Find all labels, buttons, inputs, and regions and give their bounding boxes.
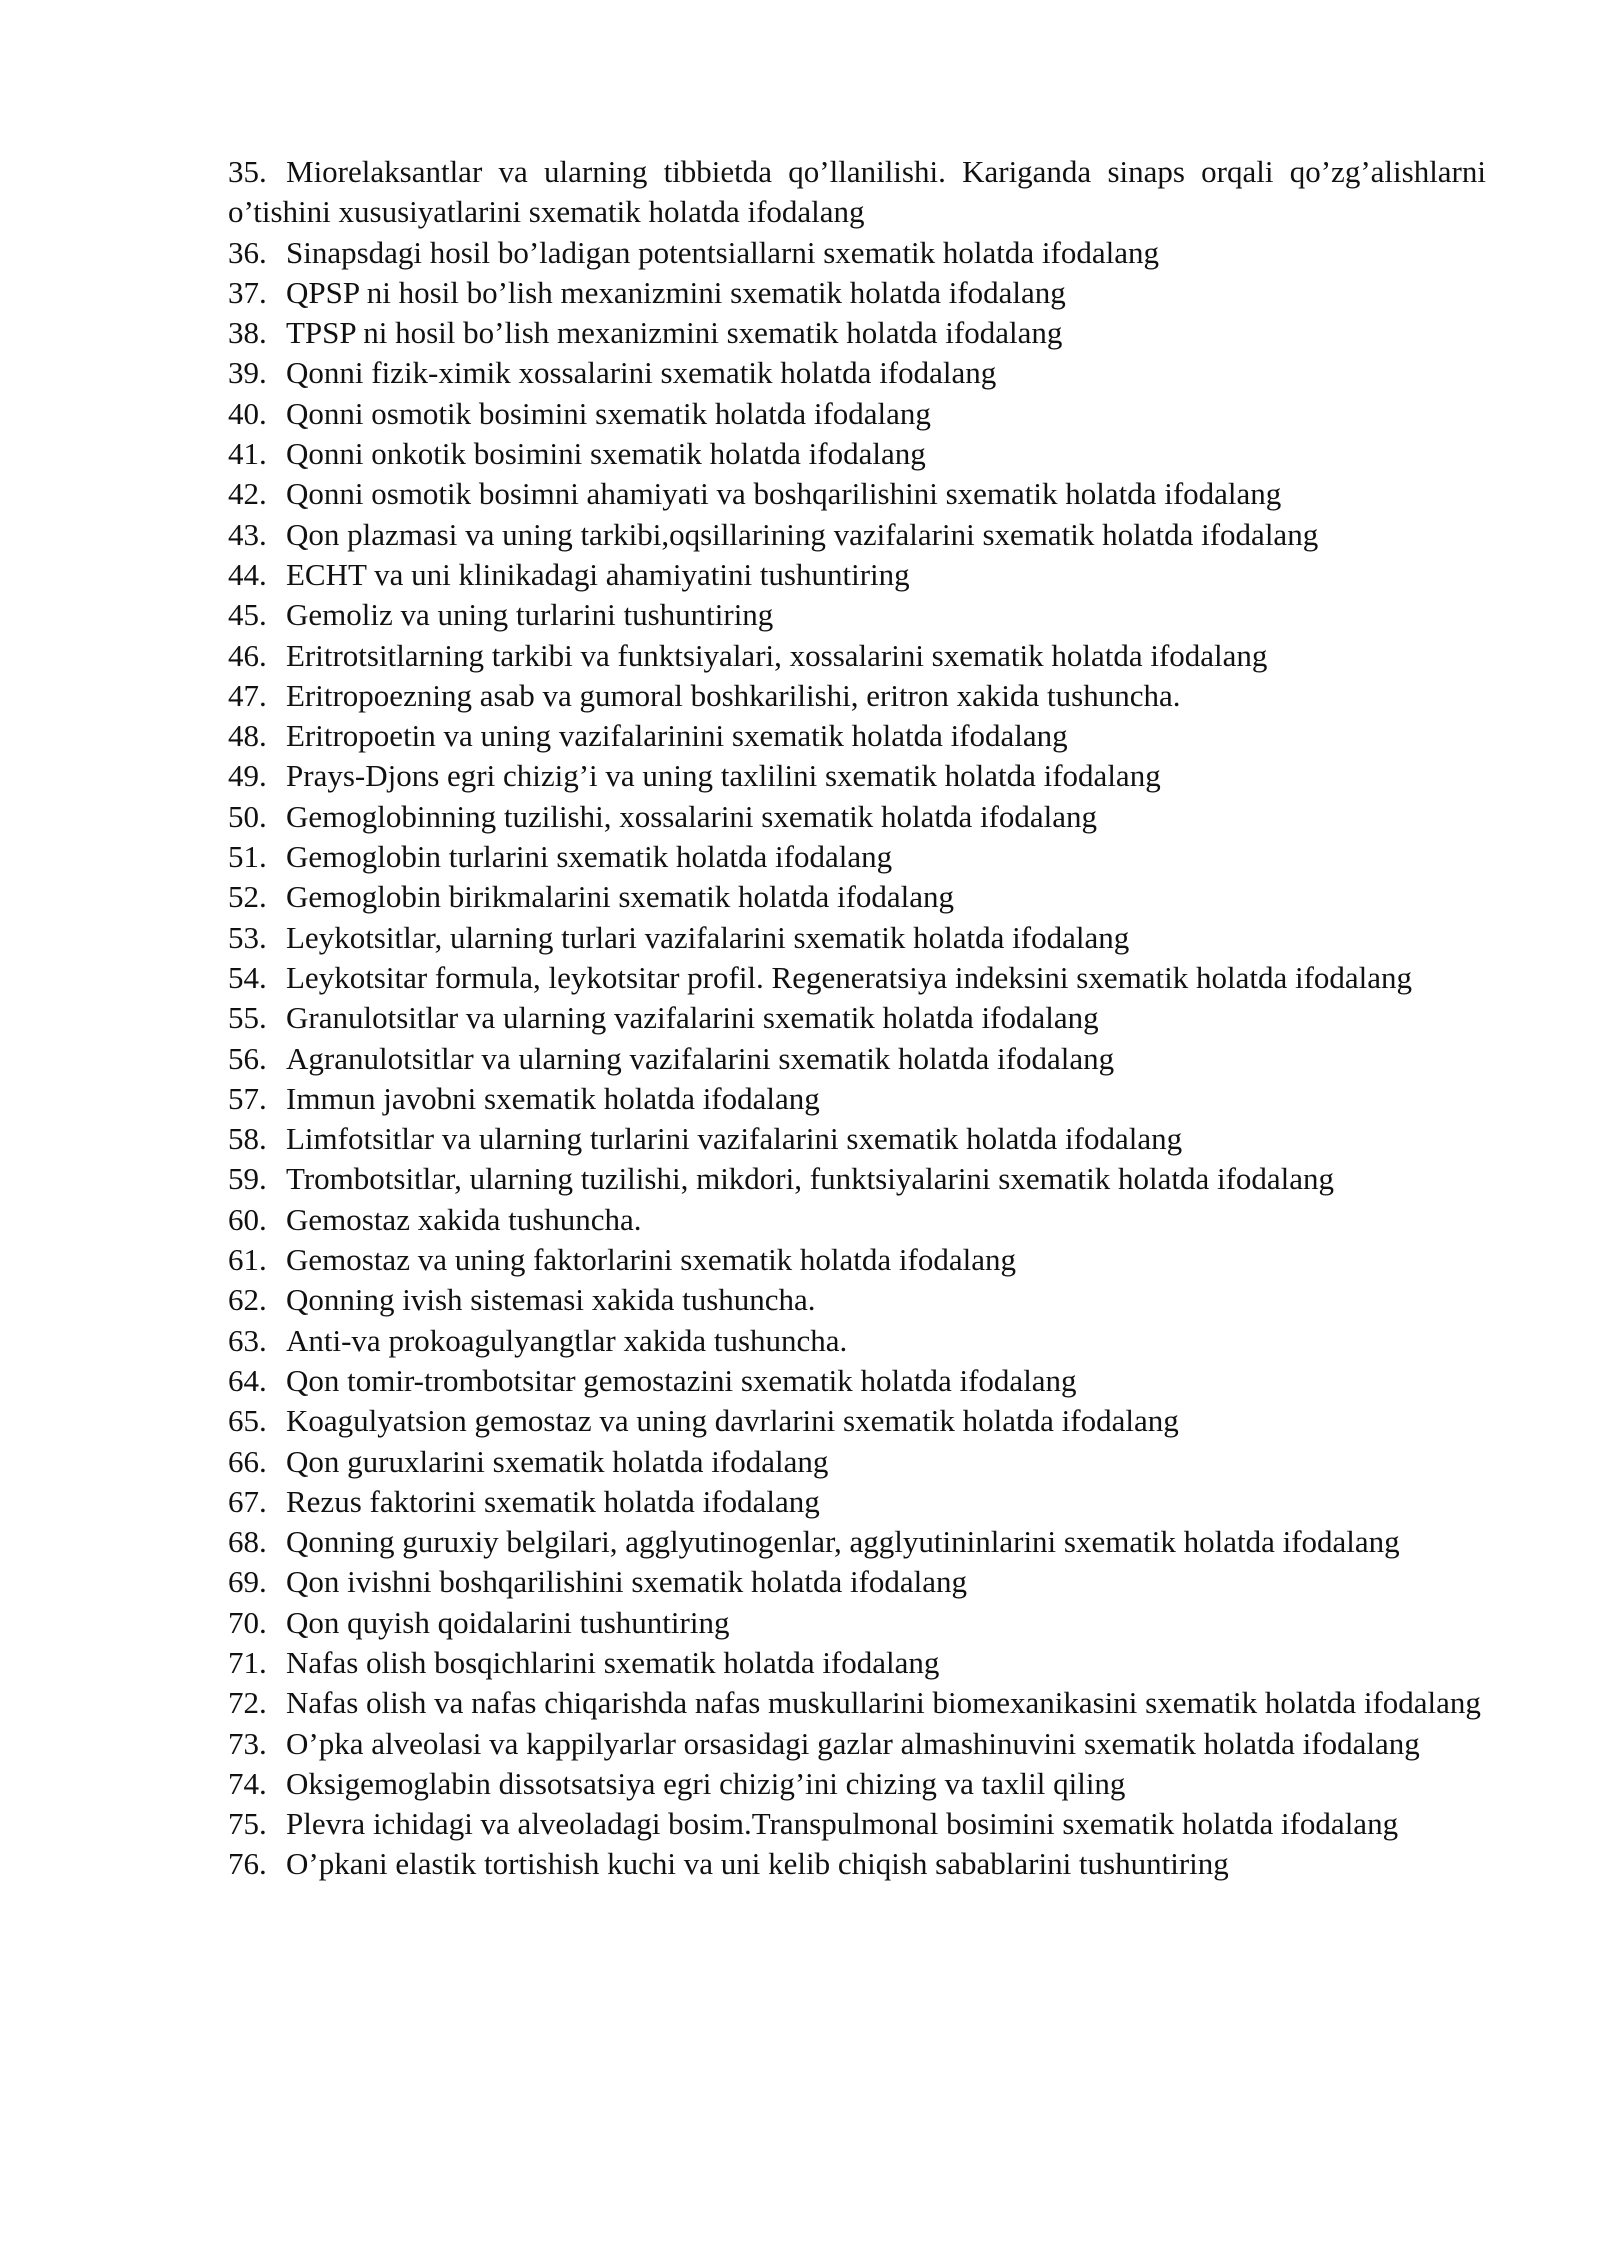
question-number: 76. [228, 1846, 267, 1882]
question-text: Gemostaz xakida tushuncha. [286, 1201, 642, 1237]
question-item-46 [228, 636, 1486, 676]
question-item-74 [228, 1764, 1486, 1804]
question-number: 44. [228, 556, 267, 592]
question-text: Sinapsdagi hosil bo’ladigan potentsiallarni sxematik holatda ifodalang [286, 234, 1159, 270]
question-item-69 [228, 1562, 1486, 1602]
question-item-60 [228, 1200, 1486, 1240]
question-item-62 [228, 1280, 1486, 1320]
question-text: Anti-va prokoagulyangtlar xakida tushuncha. [286, 1322, 848, 1358]
question-number: 75. [228, 1806, 267, 1842]
question-item-66 [228, 1442, 1486, 1482]
question-item-40 [228, 394, 1486, 434]
question-item-36 [228, 233, 1486, 273]
question-number: 50. [228, 798, 267, 834]
question-number: 72. [228, 1685, 267, 1721]
question-text: Qon tomir-trombotsitar gemostazini sxematik holatda ifodalang [286, 1362, 1077, 1398]
question-list [228, 152, 1486, 1885]
question-text: O’pka alveolasi va kappilyarlar orsasidagi gazlar almashinuvini sxematik holatda ifodalang [286, 1725, 1420, 1761]
question-text: Nafas olish bosqichlarini sxematik holatda ifodalang [286, 1644, 940, 1680]
question-number: 66. [228, 1443, 267, 1479]
question-text: Qonni onkotik bosimini sxematik holatda ifodalang [286, 436, 926, 472]
question-number: 57. [228, 1080, 267, 1116]
question-text: Gemoliz va uning turlarini tushuntiring [286, 597, 774, 633]
question-number: 65. [228, 1403, 267, 1439]
question-item-53 [228, 918, 1486, 958]
question-text: Plevra ichidagi va alveoladagi bosim.Transpulmonal bosimini sxematik holatda ifodalang [286, 1806, 1399, 1842]
question-item-48 [228, 716, 1486, 756]
question-number: 43. [228, 516, 267, 552]
question-item-70 [228, 1603, 1486, 1643]
question-text: Miorelaksantlar va ularning tibbietda qo’llanilishi. Kariganda sinaps orqali qo’zg’alishlarni o’tishini xususiyatlarini sxematik holatda ifodalang [228, 154, 1486, 230]
question-item-39 [228, 353, 1486, 393]
question-item-58 [228, 1119, 1486, 1159]
question-number: 38. [228, 315, 267, 351]
question-number: 51. [228, 839, 267, 875]
question-text: Eritropoezning asab va gumoral boshkarilishi, eritron xakida tushuncha. [286, 677, 1181, 713]
question-text: Qon quyish qoidalarini tushuntiring [286, 1604, 730, 1640]
question-text: Eritrotsitlarning tarkibi va funktsiyalari, xossalarini sxematik holatda ifodalang [286, 637, 1268, 673]
question-number: 49. [228, 758, 267, 794]
question-text: Immun javobni sxematik holatda ifodalang [286, 1080, 820, 1116]
question-text: Nafas olish va nafas chiqarishda nafas muskullarini biomexanikasini sxematik holatda ifodalang [286, 1685, 1481, 1721]
question-text: O’pkani elastik tortishish kuchi va uni kelib chiqish sabablarini tushuntiring [286, 1846, 1229, 1882]
question-number: 36. [228, 234, 267, 270]
question-item-59 [228, 1159, 1486, 1199]
question-item-38 [228, 313, 1486, 353]
question-number: 67. [228, 1483, 267, 1519]
question-number: 54. [228, 959, 267, 995]
question-number: 48. [228, 718, 267, 754]
question-item-65 [228, 1401, 1486, 1441]
question-item-37 [228, 273, 1486, 313]
question-text: Gemostaz va uning faktorlarini sxematik holatda ifodalang [286, 1242, 1016, 1278]
question-item-68 [228, 1522, 1486, 1562]
question-item-55 [228, 998, 1486, 1038]
question-item-52 [228, 877, 1486, 917]
question-item-47 [228, 676, 1486, 716]
question-item-43 [228, 515, 1486, 555]
question-text: Qonni fizik-ximik xossalarini sxematik holatda ifodalang [286, 355, 997, 391]
question-item-51 [228, 837, 1486, 877]
question-text: Qonni osmotik bosimni ahamiyati va boshqarilishini sxematik holatda ifodalang [286, 476, 1282, 512]
question-item-50 [228, 797, 1486, 837]
question-text: QPSP ni hosil bo’lish mexanizmini sxematik holatda ifodalang [286, 274, 1066, 310]
question-number: 53. [228, 919, 267, 955]
question-number: 37. [228, 274, 267, 310]
question-text: Koagulyatsion gemostaz va uning davrlarini sxematik holatda ifodalang [286, 1403, 1179, 1439]
question-text: Agranulotsitlar va ularning vazifalarini sxematik holatda ifodalang [286, 1040, 1115, 1076]
question-number: 58. [228, 1121, 267, 1157]
question-number: 42. [228, 476, 267, 512]
question-text: Qon ivishni boshqarilishini sxematik holatda ifodalang [286, 1564, 968, 1600]
question-text: Qonni osmotik bosimini sxematik holatda ifodalang [286, 395, 931, 431]
question-text: Oksigemoglabin dissotsatsiya egri chizig’ini chizing va taxlil qiling [286, 1765, 1126, 1801]
question-item-72 [228, 1683, 1486, 1723]
question-number: 71. [228, 1644, 267, 1680]
question-text: Qonning ivish sistemasi xakida tushuncha. [286, 1282, 816, 1318]
question-number: 70. [228, 1604, 267, 1640]
question-item-76 [228, 1844, 1486, 1884]
question-text: Granulotsitlar va ularning vazifalarini sxematik holatda ifodalang [286, 1000, 1099, 1036]
question-text: ECHT va uni klinikadagi ahamiyatini tushuntiring [286, 556, 910, 592]
question-text: Limfotsitlar va ularning turlarini vazifalarini sxematik holatda ifodalang [286, 1121, 1183, 1157]
question-item-63 [228, 1321, 1486, 1361]
question-number: 46. [228, 637, 267, 673]
question-number: 60. [228, 1201, 267, 1237]
question-number: 35. [228, 154, 267, 189]
question-number: 62. [228, 1282, 267, 1318]
question-text: Eritropoetin va uning vazifalarinini sxematik holatda ifodalang [286, 718, 1068, 754]
question-number: 55. [228, 1000, 267, 1036]
question-number: 69. [228, 1564, 267, 1600]
question-item-49 [228, 756, 1486, 796]
question-number: 56. [228, 1040, 267, 1076]
question-number: 45. [228, 597, 267, 633]
question-item-75 [228, 1804, 1486, 1844]
question-number: 64. [228, 1362, 267, 1398]
question-number: 41. [228, 436, 267, 472]
question-item-71 [228, 1643, 1486, 1683]
question-item-41 [228, 434, 1486, 474]
question-text: Rezus faktorini sxematik holatda ifodalang [286, 1483, 820, 1519]
question-number: 40. [228, 395, 267, 431]
question-text: Trombotsitlar, ularning tuzilishi, mikdori, funktsiyalarini sxematik holatda ifodalang [286, 1161, 1335, 1197]
question-text: Gemoglobinning tuzilishi, xossalarini sxematik holatda ifodalang [286, 798, 1098, 834]
question-item-35 [228, 152, 1486, 233]
question-item-57 [228, 1079, 1486, 1119]
question-item-56 [228, 1039, 1486, 1079]
question-text: Gemoglobin turlarini sxematik holatda ifodalang [286, 839, 893, 875]
question-item-67 [228, 1482, 1486, 1522]
question-item-61 [228, 1240, 1486, 1280]
question-text: Leykotsitar formula, leykotsitar profil. Regeneratsiya indeksini sxematik holatda ifodalang [286, 959, 1413, 995]
question-text: Leykotsitlar, ularning turlari vazifalarini sxematik holatda ifodalang [286, 919, 1130, 955]
question-number: 68. [228, 1524, 267, 1560]
question-item-45 [228, 595, 1486, 635]
question-text: Qonning guruxiy belgilari, agglyutinogenlar, agglyutininlarini sxematik holatda ifodalang [286, 1524, 1400, 1560]
question-item-44 [228, 555, 1486, 595]
question-number: 52. [228, 879, 267, 915]
question-text: Gemoglobin birikmalarini sxematik holatda ifodalang [286, 879, 955, 915]
question-number: 39. [228, 355, 267, 391]
question-text: Qon guruxlarini sxematik holatda ifodalang [286, 1443, 829, 1479]
question-item-42 [228, 474, 1486, 514]
question-number: 61. [228, 1242, 267, 1278]
question-item-64 [228, 1361, 1486, 1401]
question-text: Qon plazmasi va uning tarkibi,oqsillarining vazifalarini sxematik holatda ifodalang [286, 516, 1319, 552]
question-number: 63. [228, 1322, 267, 1358]
question-item-54 [228, 958, 1486, 998]
question-number: 59. [228, 1161, 267, 1197]
question-text: TPSP ni hosil bo’lish mexanizmini sxematik holatda ifodalang [286, 315, 1063, 351]
question-text: Prays-Djons egri chizig’i va uning taxlilini sxematik holatda ifodalang [286, 758, 1161, 794]
question-number: 47. [228, 677, 267, 713]
question-item-73 [228, 1724, 1486, 1764]
question-number: 74. [228, 1765, 267, 1801]
question-number: 73. [228, 1725, 267, 1761]
